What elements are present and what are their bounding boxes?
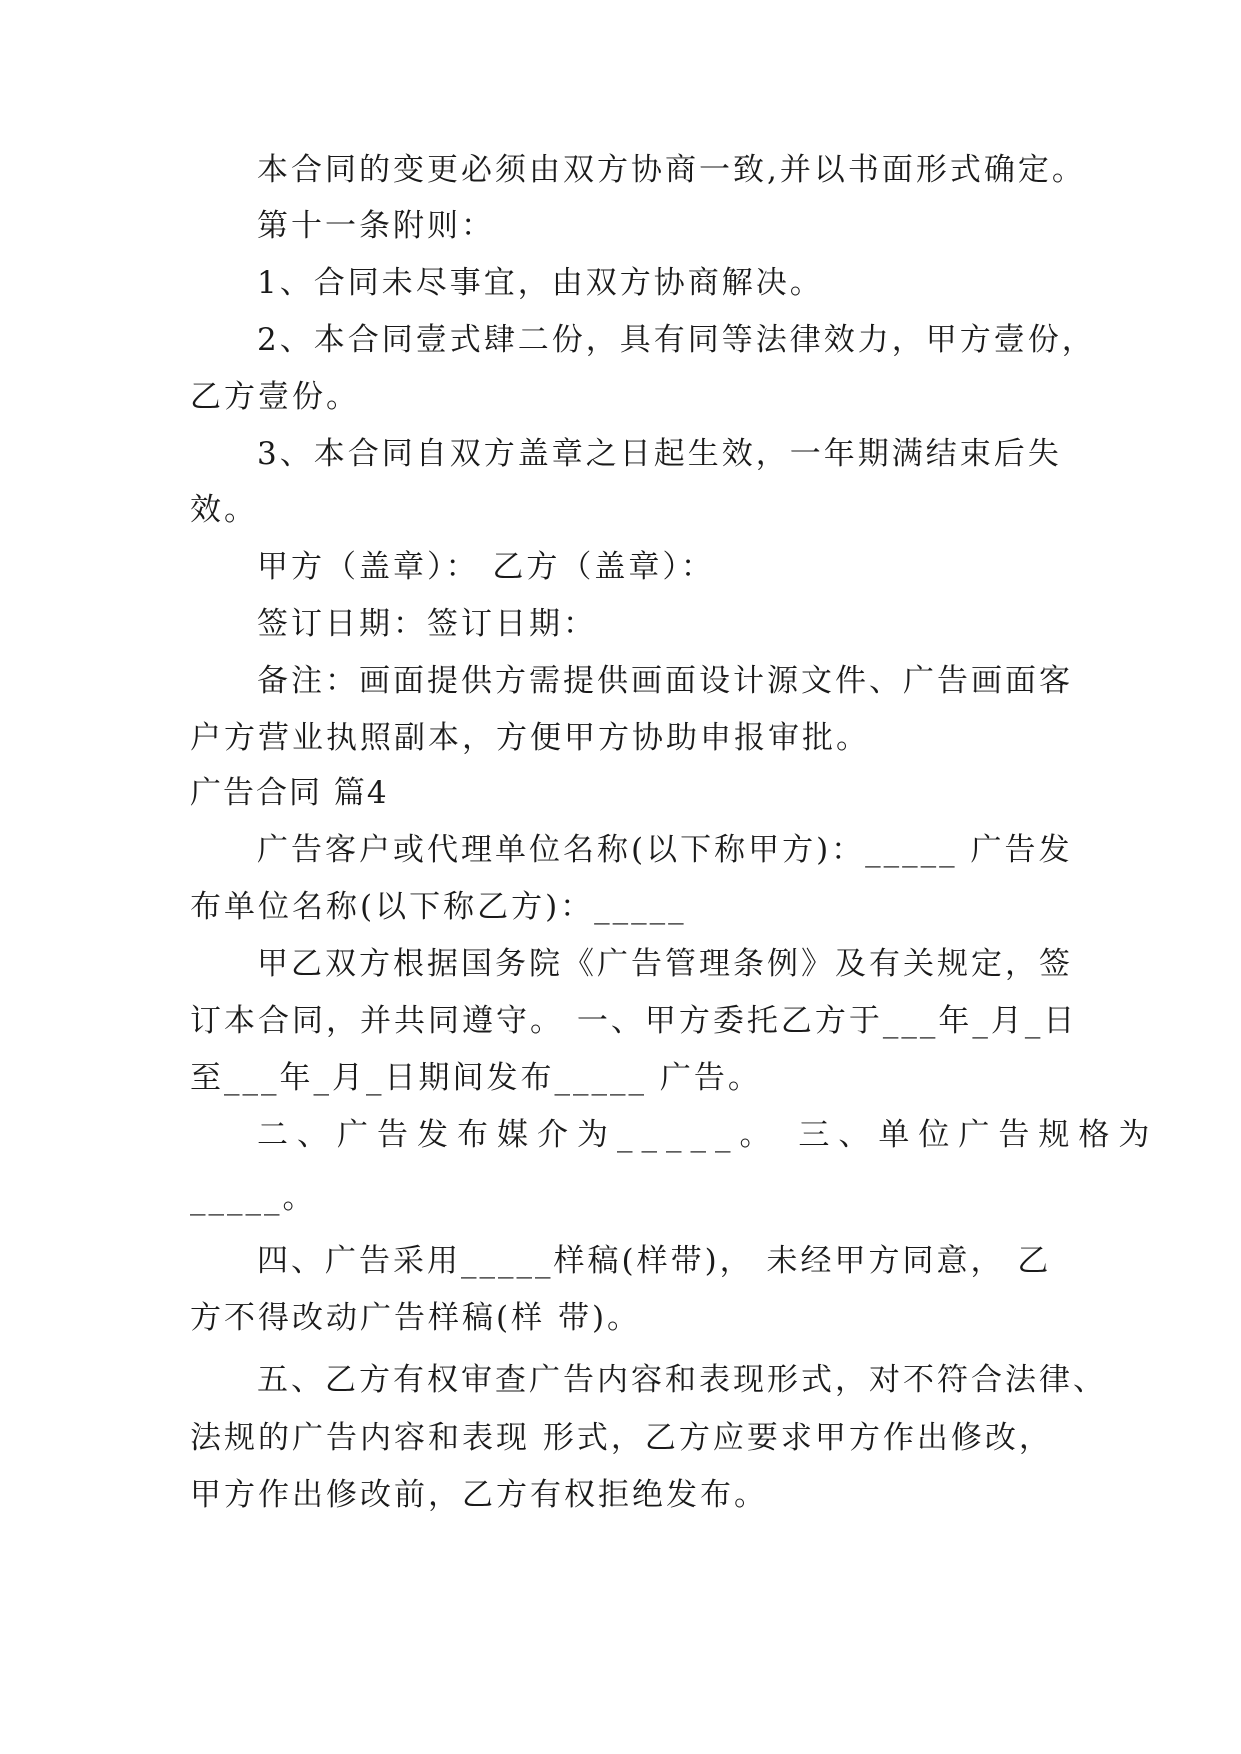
review-line-2: 法规的广告内容和表现 形式，乙方应要求甲方作出修改， [190, 1420, 1053, 1456]
party-b-line: 布单位名称(以下称乙方)：_____ [190, 889, 687, 925]
basis-line-3: 至___年_月_日期间发布_____ 广告。 [190, 1060, 762, 1096]
sign-date-line: 签订日期：签订日期： [257, 606, 597, 642]
sample-line-2: 方不得改动广告样稿(样 带)。 [190, 1300, 642, 1336]
sample-line-1: 四、广告采用_____样稿(样带)， 未经甲方同意， 乙 [257, 1243, 1052, 1279]
seal-line: 甲方（盖章）： 乙方（盖章）： [257, 549, 715, 585]
note-line-2: 户方营业执照副本，方便甲方协助申报审批。 [190, 720, 870, 756]
basis-line-1: 甲乙双方根据国务院《广告管理条例》及有关规定，签 [257, 946, 1073, 982]
paragraph-line-1: 本合同的变更必须由双方协商一致,并以书面形式确定。 [257, 152, 1086, 188]
article-11-heading: 第十一条附则： [257, 208, 495, 244]
spec-blank-line: _____。 [190, 1180, 317, 1216]
clause-2-line-1: 2、本合同壹式肆二份，具有同等法律效力，甲方壹份， [257, 322, 1096, 358]
note-line-1: 备注：画面提供方需提供画面设计源文件、广告画面客 [257, 663, 1073, 699]
clause-1: 1、合同未尽事宜，由双方协商解决。 [257, 265, 824, 301]
review-line-3: 甲方作出修改前，乙方有权拒绝发布。 [190, 1477, 768, 1513]
clause-2-line-2: 乙方壹份。 [190, 379, 360, 415]
basis-line-2: 订本合同，并共同遵守。 一、甲方委托乙方于___年_月_日 [190, 1003, 1078, 1039]
media-spec-line: 二、广告发布媒介为_____。 三、单位广告规格为 [257, 1117, 1159, 1153]
party-a-line: 广告客户或代理单位名称(以下称甲方)：_____ 广告发 [257, 832, 1073, 868]
section-title: 广告合同 篇4 [190, 775, 389, 811]
clause-3-line-1: 3、本合同自双方盖章之日起生效，一年期满结束后失 [257, 436, 1062, 472]
clause-3-line-2: 效。 [190, 492, 258, 528]
review-line-1: 五、乙方有权审查广告内容和表现形式，对不符合法律、 [257, 1362, 1107, 1398]
